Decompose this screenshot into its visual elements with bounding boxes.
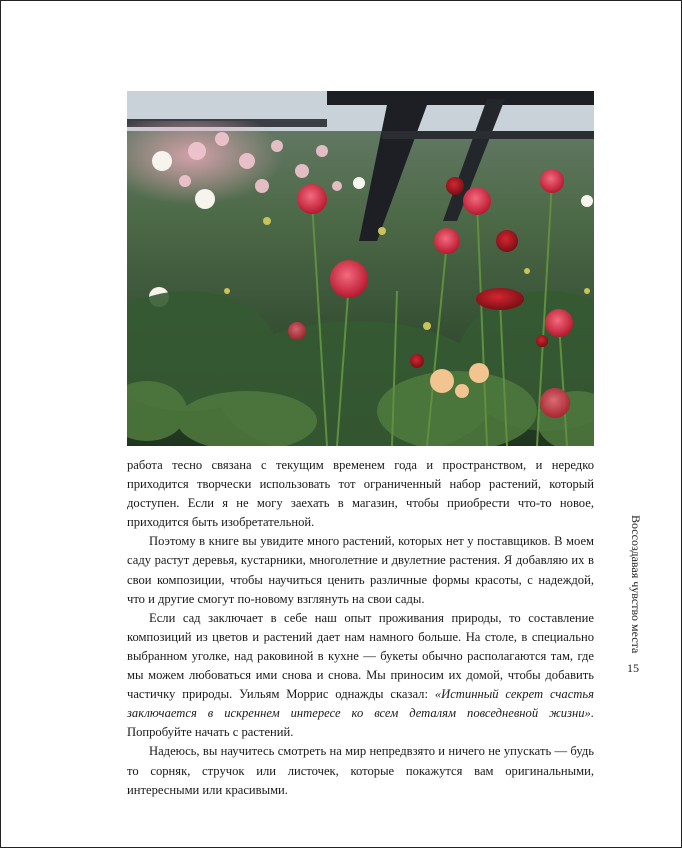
paragraph [127,609,594,743]
page-number: 15 [627,661,639,675]
running-head: Воссоздавая чувство места [629,515,643,654]
paragraph: работа тесно связана с текущим временем года и пространством, и нередко приходится творчески использовать тот ограниченный набор растений, который доступен. Если я не могу заехать в магазин, чтобы приобрести что-то новое, приходится быть изобретательной. [127,458,594,530]
dahlia-garden-photo [127,91,594,446]
paragraph: Поэтому в книге вы увидите много растений, которых нет у поставщиков. В моем саду растут деревья, кустарники, многолетние и двулетние растения. Я добавляю их в свои композиции, чтобы научиться ценить различные формы красоты, с надеждой, что и другие смогут по-новому взглянуть на свои сады. [127,534,594,606]
paragraph: Надеюсь, вы научитесь смотреть на мир непредвзято и ничего не упускать — будь то сорняк, стручок или листочек, которые покажутся вам оригинальными, интересными или красивыми. [127,744,594,797]
paragraph-text: Если сад заключает в себе наш опыт проживания природы, то составление композиций из цветов и растений дает нам намного больше. На столе, в специально выбранном уголке, над раковиной в кухне — букеты обычно располагаются там, где мы можем любоваться ими снова и снова. Мы приносим их домой, чтобы добавить частичку природы. Уильям Моррис однажды сказал: [127,610,594,702]
body-text [127,456,594,800]
paragraph-text: Попробуйте начать с растений. [127,725,294,740]
morris-quote: «Истинный секрет счастья заключается в искреннем интересе ко всем деталям повседневной жизни». [127,687,594,721]
